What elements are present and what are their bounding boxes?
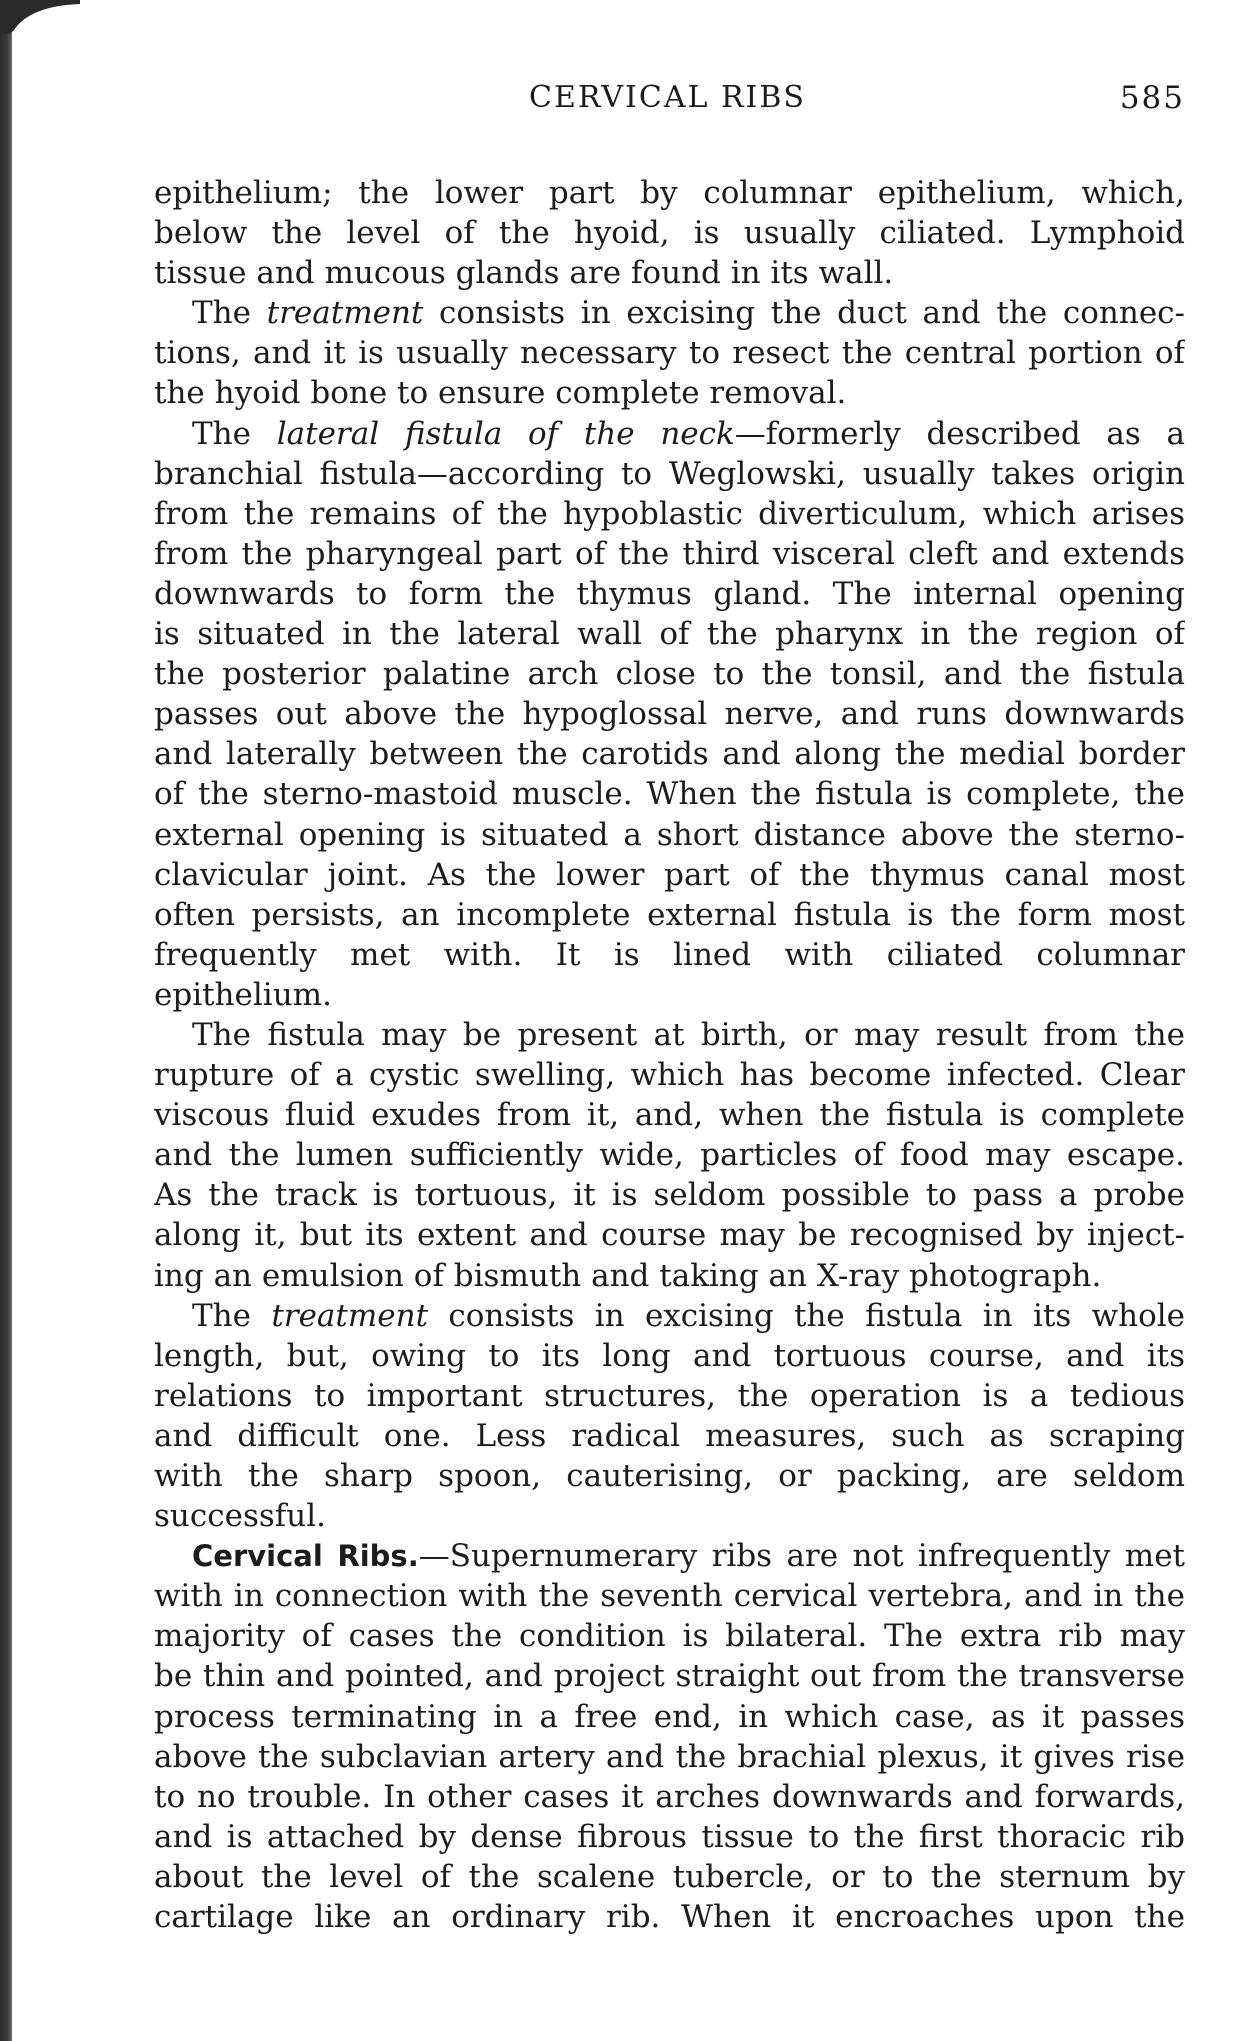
- text-run: clavicular joint. As the lower part of the thymus canal most: [154, 856, 1185, 893]
- text-run: and the lumen sufficiently wide, particles of food may escape.: [154, 1137, 1185, 1174]
- page-corner-mark: [0, 0, 80, 34]
- text-run: As the track is tortuous, it is seldom possible to pass a probe: [154, 1177, 1185, 1214]
- text-run: be thin and pointed, and project straight out from the transverse: [154, 1658, 1185, 1695]
- running-head: [150, 80, 1185, 130]
- text-line: [154, 1135, 1185, 1175]
- text-line: [154, 454, 1185, 494]
- text-line: [154, 1616, 1185, 1656]
- text-run: consists in excising the duct and the connec-: [423, 295, 1185, 332]
- text-line: [154, 1015, 1185, 1055]
- text-line: [154, 173, 1185, 213]
- text-run: The fistula may be present at birth, or may result from the: [192, 1016, 1185, 1053]
- text-line: [154, 1055, 1185, 1095]
- text-line: [154, 414, 1185, 454]
- text-line: [154, 1095, 1185, 1135]
- text-line: [154, 1175, 1185, 1215]
- text-run: viscous fluid exudes from it, and, when the fistula is complete: [154, 1097, 1185, 1134]
- text-run: is situated in the lateral wall of the pharynx in the region of: [154, 616, 1185, 653]
- text-run: The: [192, 295, 267, 332]
- text-run: along it, but its extent and course may be recognised by inject-: [154, 1217, 1185, 1254]
- text-run: ing an emulsion of bismuth and taking an X-ray photograph.: [154, 1257, 1102, 1294]
- emphasis-text: treatment: [271, 1297, 429, 1334]
- text-run: majority of cases the condition is bilateral. The extra rib may: [154, 1618, 1185, 1655]
- text-line: [154, 1697, 1185, 1737]
- text-run: to no trouble. In other cases it arches downwards and forwards,: [154, 1778, 1185, 1815]
- text-line: [154, 654, 1185, 694]
- text-run: relations to important structures, the operation is a tedious: [154, 1377, 1185, 1414]
- text-line: [154, 1777, 1185, 1817]
- text-line: [154, 213, 1185, 253]
- text-line: [154, 734, 1185, 774]
- text-line: [154, 333, 1185, 373]
- text-run: rupture of a cystic swelling, which has become infected. Clear: [154, 1057, 1185, 1094]
- text-line: [154, 935, 1185, 975]
- text-run: The: [192, 415, 277, 452]
- text-line: [154, 293, 1185, 333]
- emphasis-text: lateral fistula of the neck: [276, 415, 735, 452]
- text-run: epithelium; the lower part by columnar epithelium, which,: [154, 175, 1185, 211]
- body-text: [154, 173, 1185, 1937]
- text-line: [154, 774, 1185, 814]
- text-run: the posterior palatine arch close to the tonsil, and the fistula: [154, 656, 1185, 693]
- text-run: of the sterno-mastoid muscle. When the fistula is complete, the: [154, 776, 1185, 813]
- text-run: The: [192, 1297, 272, 1334]
- text-run: passes out above the hypoglossal nerve, and runs downwards: [154, 696, 1185, 733]
- emphasis-text: treatment: [266, 295, 424, 332]
- text-run: length, but, owing to its long and tortuous course, and its: [154, 1337, 1185, 1374]
- text-line: [154, 1576, 1185, 1616]
- text-line: [154, 1857, 1185, 1897]
- text-line: [154, 855, 1185, 895]
- text-run: —formerly described as a: [734, 415, 1185, 452]
- text-run: about the level of the scalene tubercle, or to the sternum by: [154, 1858, 1185, 1895]
- text-run: downwards to form the thymus gland. The internal opening: [154, 575, 1185, 612]
- text-line: [154, 1296, 1185, 1336]
- text-line: [154, 1256, 1185, 1296]
- text-run: and is attached by dense fibrous tissue to the first thoracic rib: [154, 1818, 1185, 1855]
- text-run: from the remains of the hypoblastic diverticulum, which arises: [154, 495, 1185, 532]
- text-line: [154, 534, 1185, 574]
- text-line: [154, 1416, 1185, 1456]
- text-line: [154, 1737, 1185, 1777]
- text-line: [154, 975, 1185, 1015]
- text-line: [154, 373, 1185, 413]
- text-run: above the subclavian artery and the brachial plexus, it gives rise: [154, 1738, 1185, 1775]
- text-run: with the sharp spoon, cauterising, or packing, are seldom: [154, 1458, 1185, 1494]
- text-line: [154, 1376, 1185, 1416]
- text-line: [154, 253, 1185, 293]
- text-line: [154, 1215, 1185, 1255]
- text-run: process terminating in a free end, in which case, as it passes: [154, 1698, 1185, 1735]
- text-run: below the level of the hyoid, is usually ciliated. Lymphoid: [154, 215, 1185, 252]
- text-line: [154, 694, 1185, 734]
- text-run: external opening is situated a short distance above the sterno-: [154, 816, 1185, 853]
- text-run: —Supernumerary ribs are not infrequently met: [418, 1538, 1185, 1575]
- text-line: [154, 1536, 1185, 1576]
- text-run: the hyoid bone to ensure complete removal.: [154, 375, 847, 412]
- text-run: tions, and it is usually necessary to resect the central portion of: [154, 335, 1185, 372]
- text-run: tissue and mucous glands are found in its wall.: [154, 255, 894, 292]
- text-line: [154, 1656, 1185, 1696]
- text-run: frequently met with. It is lined with ciliated columnar: [154, 936, 1185, 973]
- running-title: CERVICAL RIBS: [528, 80, 806, 115]
- section-heading: Cervical Ribs.: [192, 1539, 419, 1574]
- page-binding-edge: [0, 0, 12, 2041]
- text-line: [154, 1817, 1185, 1857]
- text-run: epithelium.: [154, 976, 332, 1013]
- text-line: [154, 815, 1185, 855]
- text-run: branchial fistula—according to Weglowski, usually takes origin: [154, 455, 1185, 492]
- text-line: [154, 1897, 1185, 1937]
- text-run: cartilage like an ordinary rib. When it encroaches upon the: [154, 1899, 1185, 1936]
- text-line: [154, 1456, 1185, 1496]
- text-line: [154, 574, 1185, 614]
- text-run: often persists, an incomplete external fistula is the form most: [154, 896, 1185, 933]
- page-number: 585: [1119, 80, 1185, 116]
- text-line: [154, 494, 1185, 534]
- text-run: with in connection with the seventh cervical vertebra, and in the: [154, 1578, 1185, 1615]
- text-line: [154, 614, 1185, 654]
- text-run: and difficult one. Less radical measures, such as scraping: [154, 1417, 1185, 1454]
- text-line: [154, 895, 1185, 935]
- text-line: [154, 1496, 1185, 1536]
- text-run: consists in excising the fistula in its whole: [428, 1297, 1185, 1334]
- text-line: [154, 1336, 1185, 1376]
- text-run: and laterally between the carotids and along the medial border: [154, 736, 1185, 773]
- text-run: from the pharyngeal part of the third visceral cleft and extends: [154, 535, 1185, 572]
- text-run: successful.: [154, 1498, 326, 1535]
